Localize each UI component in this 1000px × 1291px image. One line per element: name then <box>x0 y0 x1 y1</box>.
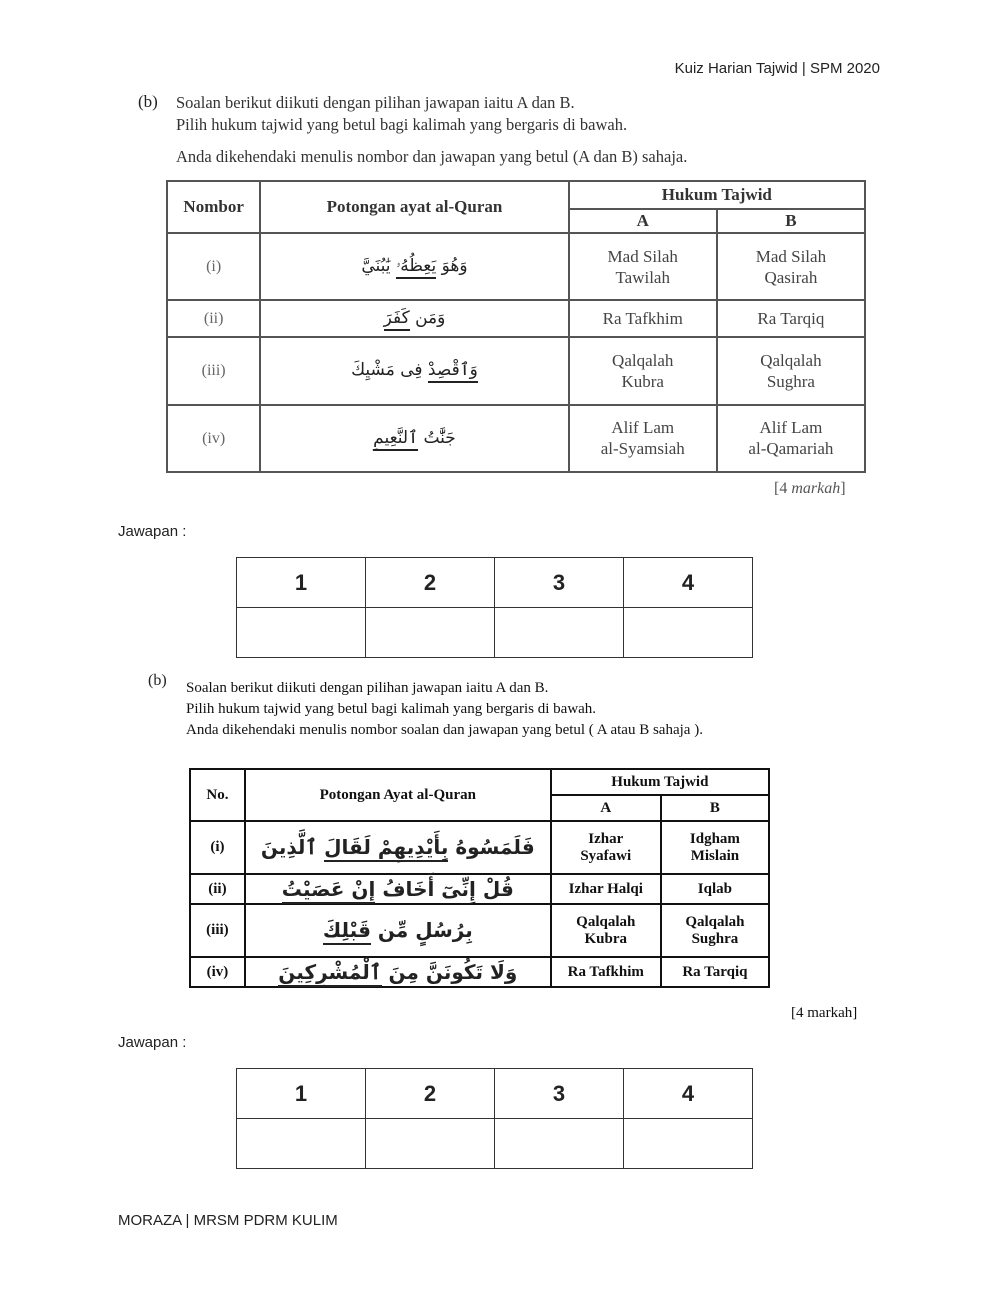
answer-cell-1[interactable] <box>237 608 366 658</box>
answer-cell-4[interactable] <box>624 608 753 658</box>
question-label: (b) <box>138 92 158 111</box>
quran-verse: وَلَا تَكُونَنَّ مِنَ ٱلْمُشْرِكِينَ <box>245 957 551 987</box>
answer-header-1: 1 <box>237 1069 366 1119</box>
col-header-b: B <box>661 795 769 821</box>
answer-header-3: 3 <box>495 1069 624 1119</box>
answer-cell-3[interactable] <box>495 608 624 658</box>
answer-label: Jawapan : <box>118 523 187 540</box>
instruction-line: Pilih hukum tajwid yang betul bagi kalimah yang bergaris di bawah. <box>186 701 597 717</box>
answer-header-3: 3 <box>495 558 624 608</box>
answer-header-2: 2 <box>366 558 495 608</box>
quran-verse: جَنَّٰتُ ٱلنَّعِيمِ <box>260 405 568 472</box>
question-2-table <box>189 768 770 988</box>
table-row <box>190 957 769 987</box>
option-b: Iqlab <box>661 874 769 904</box>
row-number: (iv) <box>167 405 260 472</box>
col-header-hukum: Hukum Tajwid <box>551 769 769 795</box>
option-a: Ra Tafkhim <box>569 300 717 337</box>
instruction-line: Soalan berikut diikuti dengan pilihan jawapan iaitu A dan B. <box>176 93 575 112</box>
underlined-word: وَٱقْصِدْ <box>428 360 478 383</box>
option-a: Qalqalah Kubra <box>569 337 717 404</box>
underlined-word: إِنْ عَصَيْتُ <box>282 877 376 904</box>
option-b: Qalqalah Sughra <box>717 337 865 404</box>
page-footer: MORAZA | MRSM PDRM KULIM <box>118 1212 338 1229</box>
table-row <box>167 337 865 404</box>
quran-verse: وَمَن كَفَرَ <box>260 300 568 337</box>
option-b: Ra Tarqiq <box>717 300 865 337</box>
answer-cell-2[interactable] <box>366 1119 495 1169</box>
underlined-word: كَفَرَ <box>384 308 410 331</box>
marks-label: [4 markah] <box>791 1005 858 1021</box>
table-row <box>190 874 769 904</box>
quran-verse: وَهُوَ يَعِظُهُۥ يَٰبُنَيَّ <box>260 233 568 300</box>
answer-cell-4[interactable] <box>624 1119 753 1169</box>
option-a: Qalqalah Kubra <box>551 904 661 957</box>
underlined-word: قَبْلِكَ <box>323 918 371 945</box>
table-row <box>167 233 865 300</box>
quran-verse: قُلْ إِنِّىٓ أَخَافُ إِنْ عَصَيْتُ <box>245 874 551 904</box>
marks-label: [4 markah] <box>774 480 846 497</box>
row-number: (ii) <box>167 300 260 337</box>
page-header: Kuiz Harian Tajwid | SPM 2020 <box>674 60 880 77</box>
answer-table-2 <box>236 1068 753 1169</box>
col-header-hukum: Hukum Tajwid <box>569 181 865 209</box>
underlined-word: ٱلنَّعِيمِ <box>373 428 418 451</box>
quran-verse: وَٱقْصِدْ فِى مَشْيِكَ <box>260 337 568 404</box>
option-a: Izhar Halqi <box>551 874 661 904</box>
instruction-line: Anda dikehendaki menulis nombor dan jawapan yang betul (A dan B) sahaja. <box>176 147 688 166</box>
col-header-potongan: Potongan ayat al-Quran <box>260 181 568 233</box>
option-b: Qalqalah Sughra <box>661 904 769 957</box>
answer-header-4: 4 <box>624 1069 753 1119</box>
instruction-line: Soalan berikut diikuti dengan pilihan jawapan iaitu A dan B. <box>186 680 549 696</box>
row-number: (iv) <box>190 957 245 987</box>
row-number: (iii) <box>190 904 245 957</box>
answer-label: Jawapan : <box>118 1034 187 1051</box>
row-number: (i) <box>190 821 245 874</box>
row-number: (i) <box>167 233 260 300</box>
option-b: Alif Lam al-Qamariah <box>717 405 865 472</box>
instruction-line: Anda dikehendaki menulis nombor soalan dan jawapan yang betul ( A atau B sahaja ). <box>186 722 703 738</box>
answer-cell-1[interactable] <box>237 1119 366 1169</box>
col-header-a: A <box>569 209 717 233</box>
option-a: Mad Silah Tawilah <box>569 233 717 300</box>
row-number: (iii) <box>167 337 260 404</box>
underlined-word: يَعِظُهُۥ <box>396 256 436 279</box>
question-1-table <box>166 180 866 473</box>
answer-table-1 <box>236 557 753 658</box>
answer-cell-2[interactable] <box>366 608 495 658</box>
quran-verse: فَلَمَسُوهُ بِأَيْدِيهِمْ لَقَالَ ٱلَّذِينَ <box>245 821 551 874</box>
col-header-potongan: Potongan Ayat al-Quran <box>245 769 551 821</box>
table-row <box>190 904 769 957</box>
row-number: (ii) <box>190 874 245 904</box>
table-row <box>167 300 865 337</box>
underlined-word: بِأَيْدِيهِمْ لَقَالَ <box>324 835 448 862</box>
col-header-b: B <box>717 209 865 233</box>
underlined-word: ٱلْمُشْرِكِينَ <box>278 960 381 987</box>
answer-header-1: 1 <box>237 558 366 608</box>
answer-cell-3[interactable] <box>495 1119 624 1169</box>
answer-header-2: 2 <box>366 1069 495 1119</box>
option-a: Izhar Syafawi <box>551 821 661 874</box>
answer-header-4: 4 <box>624 558 753 608</box>
quran-verse: بِرُسُلٍ مِّن قَبْلِكَ <box>245 904 551 957</box>
option-a: Ra Tafkhim <box>551 957 661 987</box>
instruction-line: Pilih hukum tajwid yang betul bagi kalimah yang bergaris di bawah. <box>176 115 628 134</box>
option-b: Ra Tarqiq <box>661 957 769 987</box>
table-row <box>190 821 769 874</box>
option-b: Mad Silah Qasirah <box>717 233 865 300</box>
col-header-nombor: Nombor <box>167 181 260 233</box>
col-header-no: No. <box>190 769 245 821</box>
question-label: (b) <box>148 672 167 689</box>
option-a: Alif Lam al-Syamsiah <box>569 405 717 472</box>
option-b: Idgham Mislain <box>661 821 769 874</box>
col-header-a: A <box>551 795 661 821</box>
table-row <box>167 405 865 472</box>
